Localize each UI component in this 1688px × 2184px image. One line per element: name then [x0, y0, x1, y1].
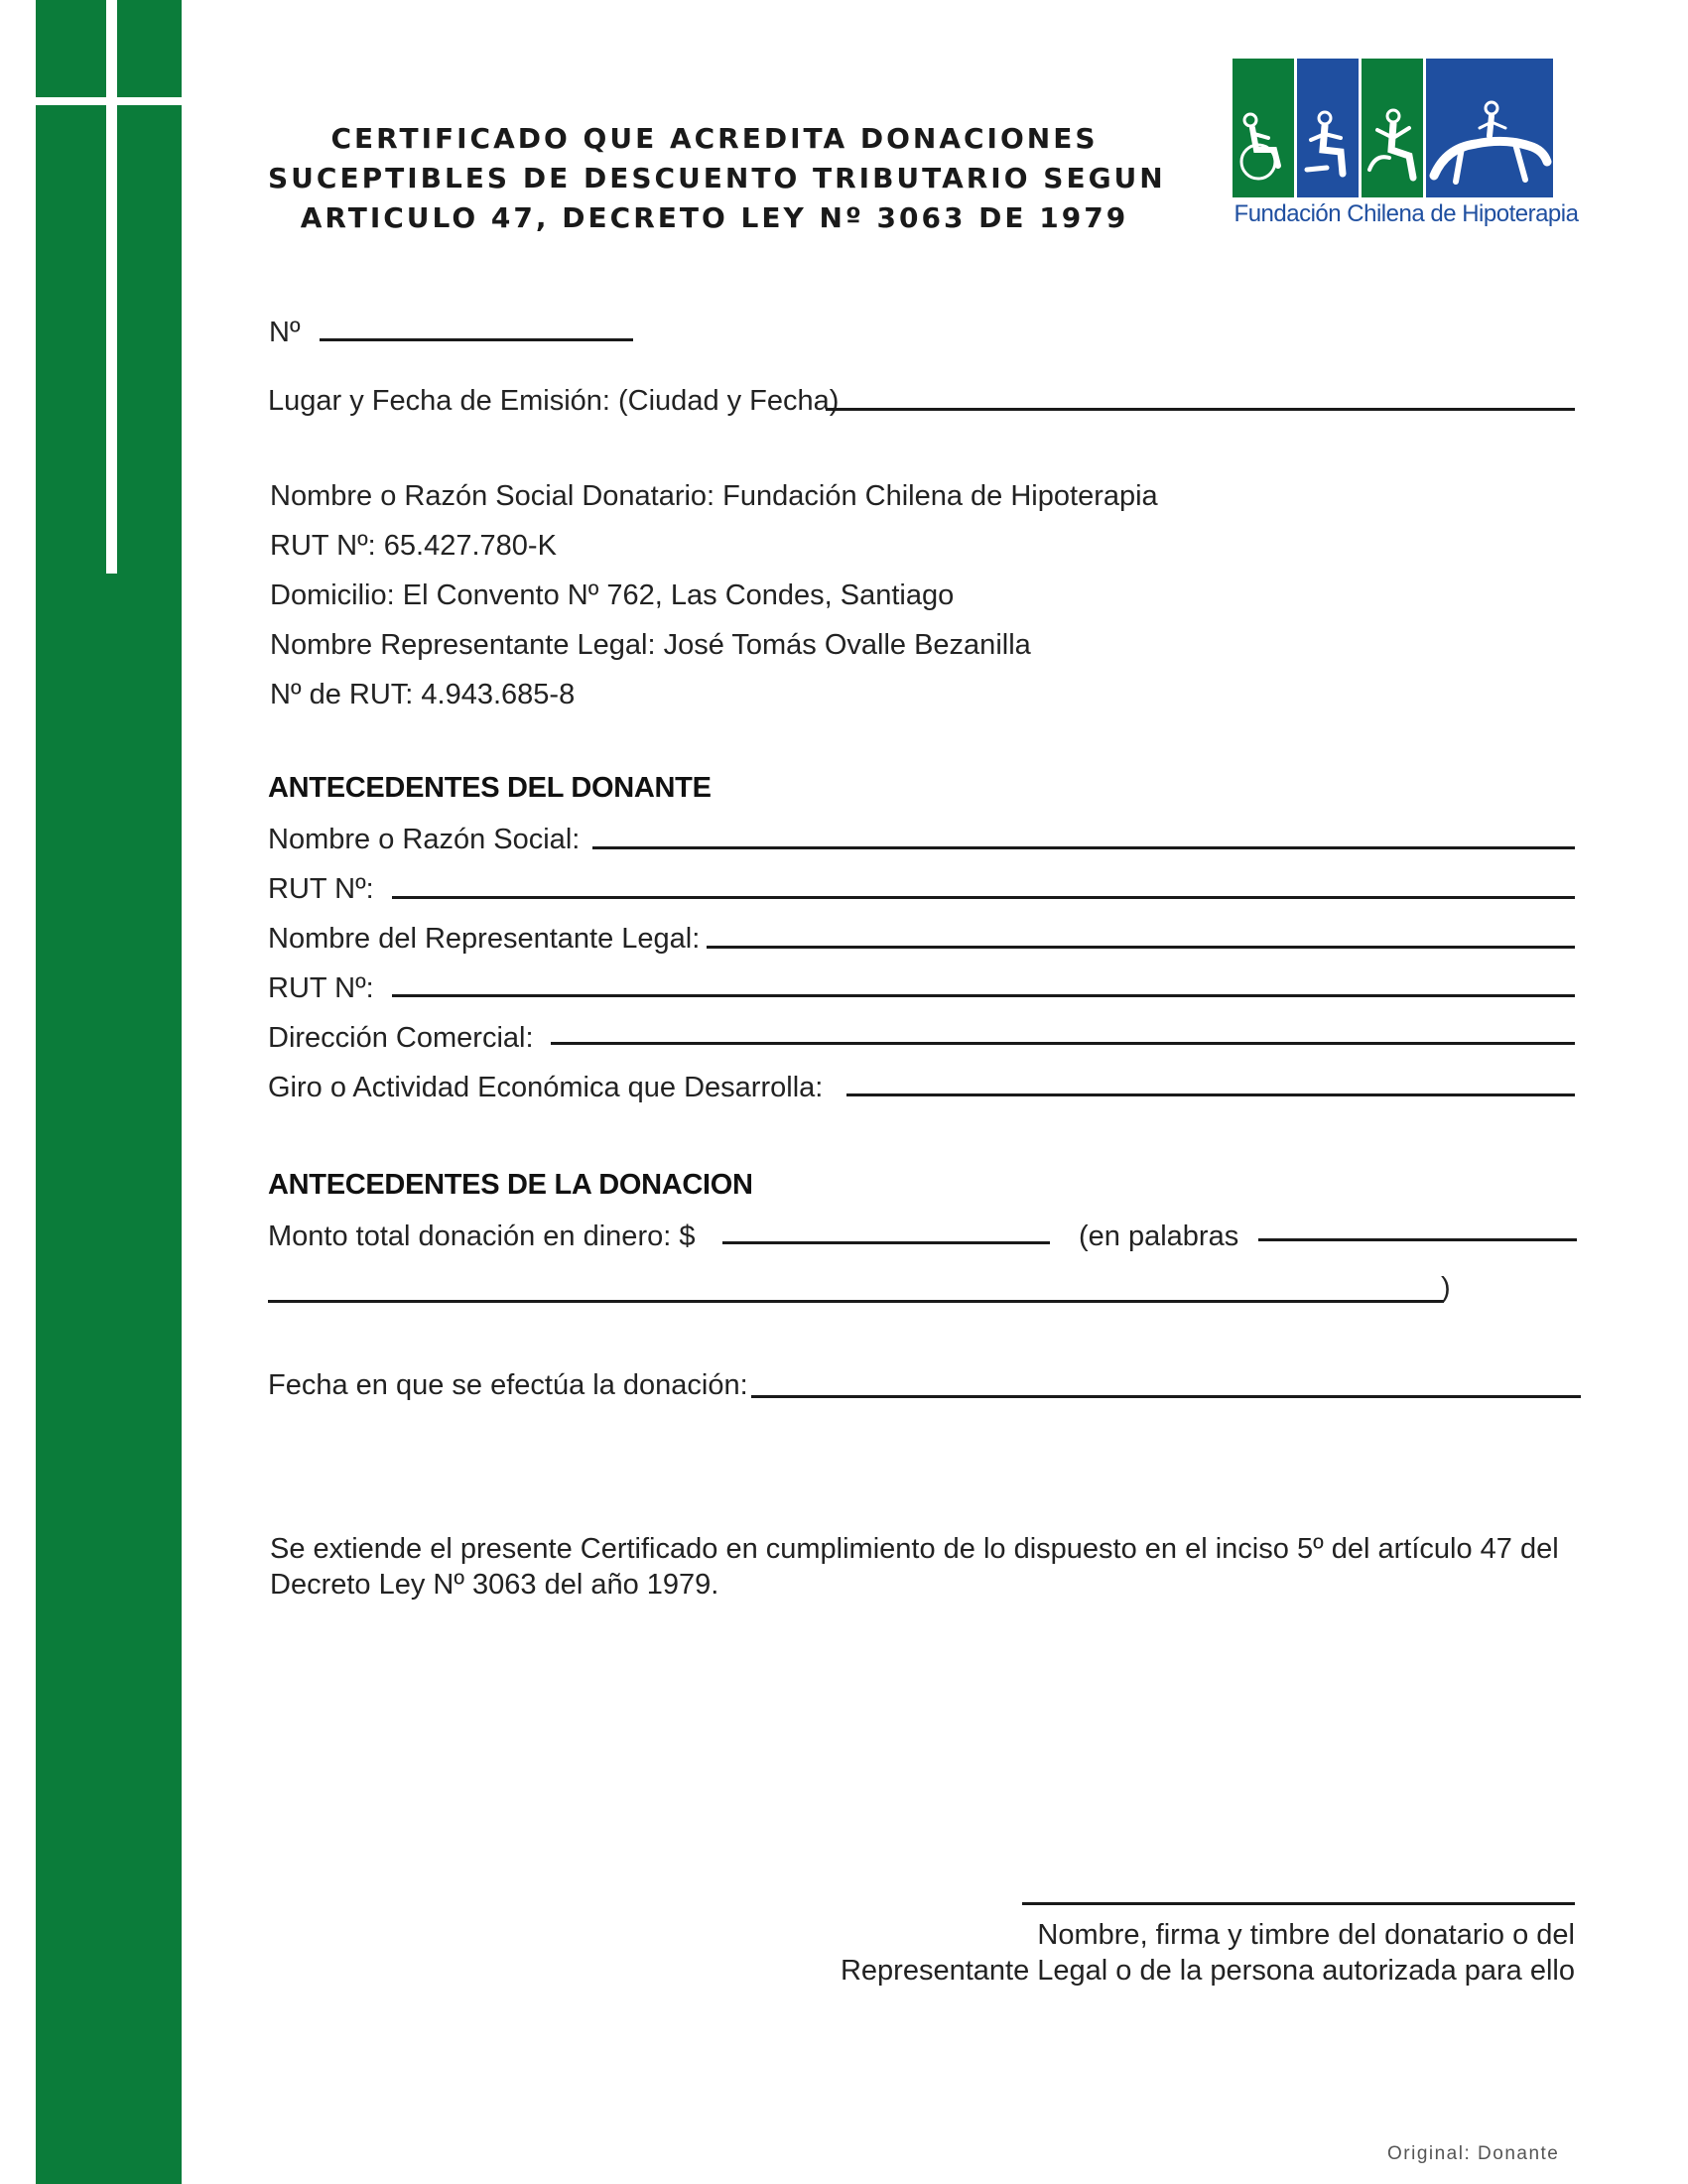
monto-label: Monto total donación en dinero: $ — [268, 1220, 696, 1252]
seated-rider-icon — [1297, 59, 1359, 197]
donatario-rut-representante: Nº de RUT: 4.943.685-8 — [270, 679, 576, 710]
monto-palabras-field[interactable] — [1258, 1238, 1577, 1241]
lugar-fecha-label: Lugar y Fecha de Emisión: (Ciudad y Fecha) — [268, 385, 840, 417]
donante-rut-field-extension — [583, 896, 1575, 899]
numero-field[interactable] — [320, 338, 633, 341]
title-line-1: CERTIFICADO QUE ACREDITA DONACIONES — [330, 122, 1099, 155]
logo-caption: Fundación Chilena de Hipoterapia — [1234, 200, 1579, 227]
donante-representante-label: Nombre del Representante Legal: — [268, 923, 701, 955]
balancing-rider-icon — [1362, 59, 1423, 197]
fecha-donacion-label: Fecha en que se efectúa la donación: — [268, 1369, 748, 1401]
donante-heading: ANTECEDENTES DEL DONANTE — [268, 772, 712, 804]
foundation-logo — [1233, 59, 1580, 232]
donante-giro-field[interactable] — [846, 1093, 1575, 1096]
donatario-domicilio: Domicilio: El Convento Nº 762, Las Condes, Santiago — [270, 579, 955, 611]
donante-giro-label: Giro o Actividad Económica que Desarrolla: — [268, 1072, 824, 1103]
donante-rut-field[interactable] — [392, 896, 583, 899]
donante-nombre-field[interactable] — [592, 846, 1575, 849]
donante-nombre-label: Nombre o Razón Social: — [268, 824, 581, 855]
donatario-representante: Nombre Representante Legal: José Tomás Ovalle Bezanilla — [270, 629, 1031, 661]
monto-palabras-field-line-2[interactable] — [268, 1300, 1444, 1303]
fecha-donacion-field[interactable] — [751, 1395, 1581, 1398]
donante-rut-representante-label: RUT Nº: — [268, 972, 374, 1004]
donatario-rut: RUT Nº: 65.427.780-K — [270, 530, 557, 562]
title-line-3: ARTICULO 47, DECRETO LEY Nº 3063 DE 1979 — [300, 201, 1129, 234]
lugar-fecha-field[interactable] — [826, 408, 1575, 411]
donante-direccion-field[interactable] — [551, 1042, 1575, 1045]
copy-footer: Original: Donante — [1387, 2143, 1560, 2164]
numero-label: Nº — [269, 317, 301, 348]
title-line-2: SUCEPTIBLES DE DESCUENTO TRIBUTARIO SEGUN — [268, 162, 1166, 194]
wheelchair-rider-icon — [1233, 59, 1294, 197]
signature-line[interactable] — [1022, 1902, 1575, 1905]
donante-direccion-label: Dirección Comercial: — [268, 1022, 534, 1054]
donante-representante-field[interactable] — [707, 946, 1575, 949]
donante-rut-representante-field[interactable] — [392, 994, 1575, 997]
document-title — [268, 119, 1166, 238]
donante-rut-label: RUT Nº: — [268, 873, 374, 905]
donacion-heading: ANTECEDENTES DE LA DONACION — [268, 1169, 753, 1201]
signature-caption — [794, 1917, 1575, 1989]
donatario-nombre: Nombre o Razón Social Donatario: Fundación Chilena de Hipoterapia — [270, 480, 1158, 512]
palabras-label: (en palabras — [1079, 1220, 1239, 1252]
monto-field[interactable] — [722, 1241, 1050, 1244]
declaracion-paragraph: Se extiende el presente Certificado en cumplimiento de lo dispuesto en el inciso 5º del artículo 47 del Decreto Ley Nº 3063 del año 1979. — [270, 1533, 1559, 1601]
horse-rider-icon — [1426, 59, 1553, 197]
signature-caption-line-2: Representante Legal o de la persona autorizada para ello — [840, 1955, 1575, 1987]
close-paren: ) — [1441, 1272, 1451, 1304]
cross-vertical-bar — [106, 0, 117, 574]
signature-caption-line-1: Nombre, firma y timbre del donatario o del — [1037, 1919, 1575, 1951]
